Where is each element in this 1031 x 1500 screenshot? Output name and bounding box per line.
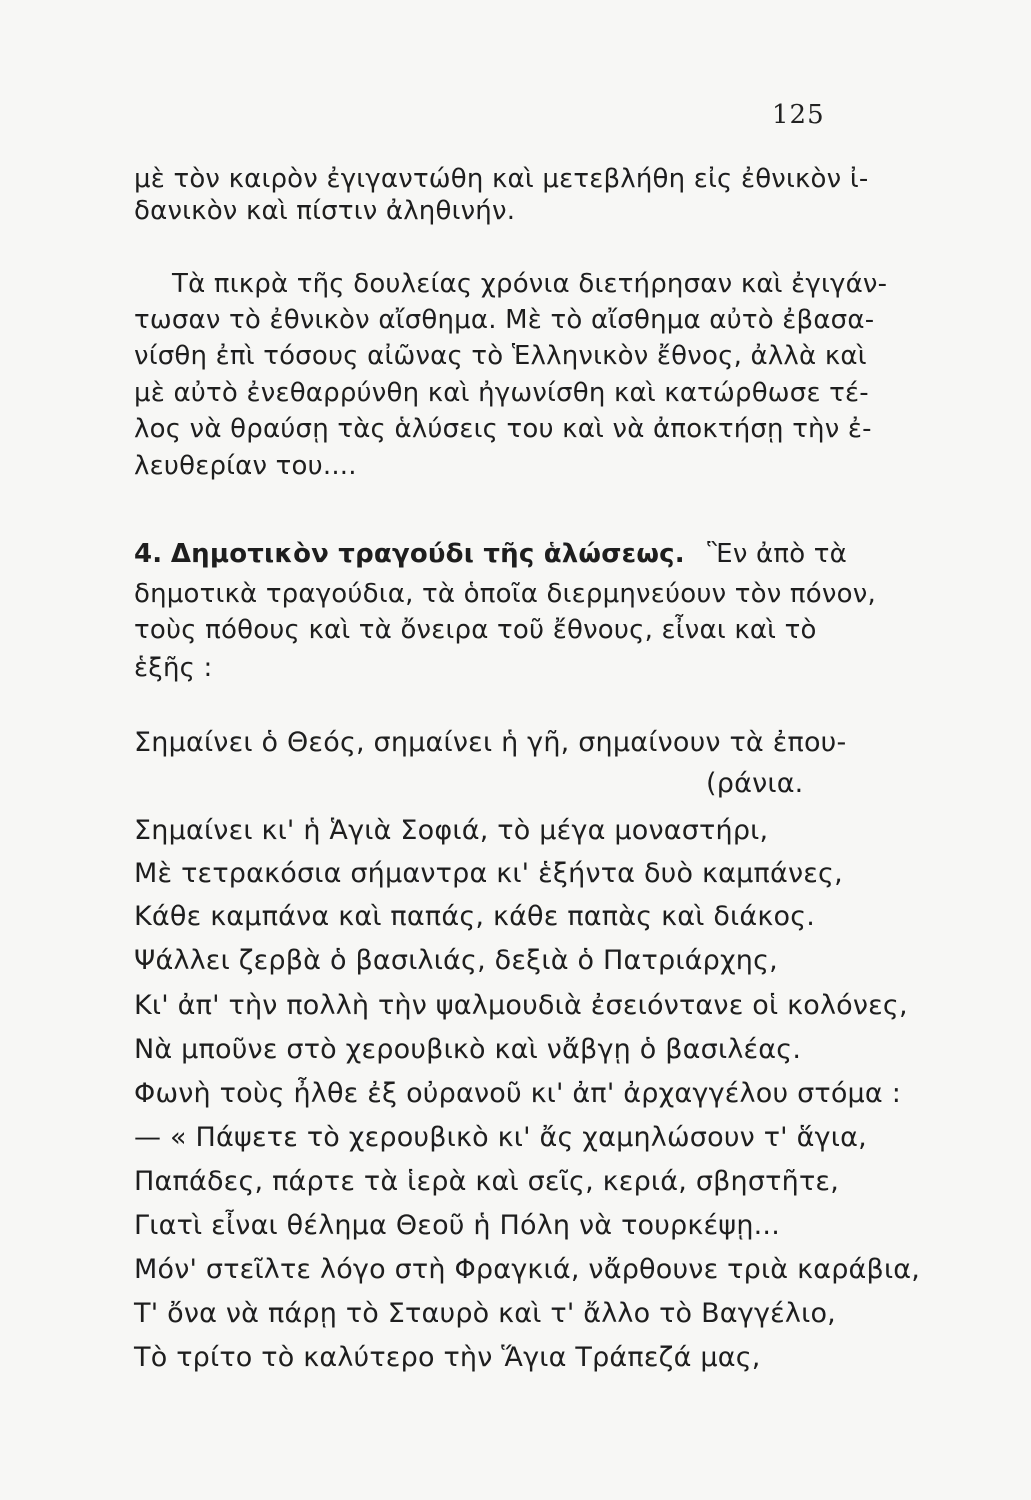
section-number: 4. <box>134 539 163 569</box>
text-line: δημοτικὰ τραγούδια, τὰ ὁποῖα διερμηνεύουν τὸν πόνον, <box>134 579 876 609</box>
poem-line: Τ' ὄνα νὰ πάρῃ τὸ Σταυρὸ καὶ τ' ἄλλο τὸ Βαγγέλιο, <box>134 1298 836 1329</box>
poem-line: Γιατὶ εἶναι θέλημα Θεοῦ ἡ Πόλη νὰ τουρκέψῃ... <box>134 1210 780 1241</box>
poem-line: Σημαίνει ὁ Θεός, σημαίνει ἡ γῆ, σημαίνουν τὰ ἐπου- <box>134 727 847 758</box>
poem-line: Παπάδες, πάρτε τὰ ἱερὰ καὶ σεῖς, κεριά, σβηστῆτε, <box>134 1166 839 1197</box>
poem-line: Κάθε καμπάνα καὶ παπάς, κάθε παπὰς καὶ διάκος. <box>134 901 816 932</box>
text-line: νίσθη ἐπὶ τόσους αἰῶνας τὸ Ἑλληνικὸν ἔθνος, ἀλλὰ καὶ <box>134 341 867 371</box>
poem-line: (ράνια. <box>706 768 804 799</box>
poem-line: Φωνὴ τοὺς ἦλθε ἐξ οὐρανοῦ κι' ἀπ' ἀρχαγγέλου στόμα : <box>134 1078 902 1109</box>
poem-line: Μόν' στεῖλτε λόγο στὴ Φραγκιά, νἄρθουνε τριὰ καράβια, <box>134 1254 921 1285</box>
section-title: Δημοτικὸν τραγούδι τῆς ἁλώσεως. <box>170 539 685 569</box>
section-first-line-rest: Ἓν ἀπὸ τὰ <box>707 539 847 569</box>
section-heading-line <box>134 538 847 570</box>
poem-line: Μὲ τετρακόσια σήμαντρα κι' ἑξήντα δυὸ καμπάνες, <box>134 858 843 889</box>
text-line: δανικὸν καὶ πίστιν ἀληθινήν. <box>134 196 516 226</box>
text-line: μὲ αὐτὸ ἐνεθαρρύνθη καὶ ἠγωνίσθη καὶ κατώρθωσε τέ- <box>134 378 869 408</box>
poem-line: Κι' ἀπ' τὴν πολλὴ τὴν ψαλμουδιὰ ἐσειόντανε οἱ κολόνες, <box>134 990 908 1021</box>
poem-line: Τὸ τρίτο τὸ καλύτερο τὴν Ἅγια Τράπεζά μας, <box>134 1342 761 1373</box>
text-line: μὲ τὸν καιρὸν ἐγιγαντώθη καὶ μετεβλήθη εἰς ἐθνικὸν ἰ- <box>134 164 869 194</box>
text-line: λευθερίαν του.... <box>134 451 357 481</box>
text-line: τωσαν τὸ ἐθνικὸν αἴσθημα. Μὲ τὸ αἴσθημα αὐτὸ ἐβασα- <box>134 305 875 335</box>
poem-line: Ψάλλει ζερβὰ ὁ βασιλιάς, δεξιὰ ὁ Πατριάρχης, <box>134 945 778 976</box>
poem-line: Σημαίνει κι' ἡ Ἁγιὰ Σοφιά, τὸ μέγα μοναστήρι, <box>134 815 769 846</box>
page-number: 125 <box>772 100 825 130</box>
text-line: Τὰ πικρὰ τῆς δουλείας χρόνια διετήρησαν καὶ ἐγιγάν- <box>172 269 888 299</box>
text-line: λος νὰ θραύσῃ τὰς ἁλύσεις του καὶ νὰ ἀποκτήσῃ τὴν ἐ- <box>134 414 872 444</box>
text-line: τοὺς πόθους καὶ τὰ ὄνειρα τοῦ ἔθνους, εἶναι καὶ τὸ <box>134 615 817 645</box>
poem-line: — « Πάψετε τὸ χερουβικὸ κι' ἄς χαμηλώσουν τ' ἅγια, <box>134 1122 867 1153</box>
text-line: ἑξῆς : <box>134 653 213 683</box>
poem-line: Νὰ μποῦνε στὸ χερουβικὸ καὶ νἄβγῃ ὁ βασιλέας. <box>134 1034 802 1065</box>
